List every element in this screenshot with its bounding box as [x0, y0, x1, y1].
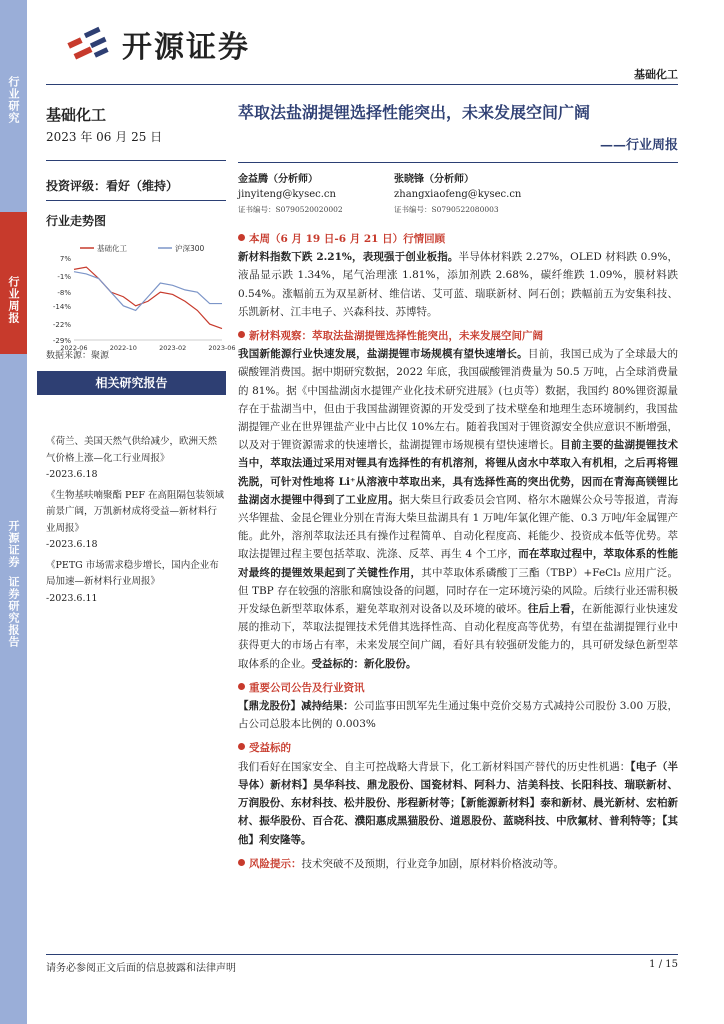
section-heading: 本周（6 月 19 日-6 月 21 日）行情回顾 — [249, 233, 446, 245]
investment-rating: 投资评级：看好（维持） — [46, 179, 179, 193]
title-rule — [238, 162, 678, 163]
section-text: 在新能源行业快速发展的推动下，萃取法提锂技术凭借其选择性高、自动化程度高等优势，有望在盐湖提锂行业中获得更大的市场占有率，未来发展空间广阔，看好具有较强研发能力的，具可研发绿色新型萃取体系的企业。 — [238, 603, 679, 670]
x-tick-label: 2022-10 — [109, 344, 137, 352]
section-heading: 重要公司公告及行业资讯 — [249, 681, 365, 694]
footer-rule — [46, 954, 678, 955]
section-text: 我们看好在国家安全、自主可控战略大背景下，化工新材料国产替代的历史性机遇： — [238, 760, 631, 773]
x-tick-label: 2023-06 — [208, 344, 236, 352]
side-tab-label: 行业周报 — [7, 276, 20, 324]
industry-trend-chart — [46, 240, 236, 352]
bullet-dot-icon — [238, 743, 245, 750]
analyst-cert: 证书编号：S0790520020002 — [238, 205, 343, 214]
section-text: 半导体材料跌 2.27%，OLED 材料跌 0.9%，液晶显示跌 1.34%，尾气治理涨 1.81%，添加剂跌 2.68%，碳纤维跌 1.09%，膜材料跌 0.54%。涨幅前五为双星新材、维信诺、艾可蓝、瑞联新材、阿石创；跌幅前五为安集科技、乐凯新材、江丰电子、兴森科技、苏博特。 — [238, 251, 678, 318]
section-emphasis: 而在萃取过程中，萃取体系的性能对最终的提锂效果起到了关键性作用， — [238, 548, 679, 579]
section-emphasis: 往后上看， — [527, 603, 582, 616]
section-lead: 我国新能源行业快速发展，盐湖提锂市场规模有望快速增长。 — [238, 348, 528, 361]
side-tab-industry-research — [0, 0, 27, 212]
analyst-cert: 证书编号：S0790522080003 — [394, 205, 499, 214]
bullet-dot-icon — [238, 859, 245, 866]
chart-source: 数据来源：聚源 — [46, 351, 110, 361]
related-report-title: 《PETG 市场需求稳步增长，国内企业布局加速—新材料行业周报》 — [46, 559, 219, 587]
section-emphasis: 【电子（半导体）新材料】昊华科技、鼎龙股份、国瓷材料、阿科力、洁美科技、长阳科技、瑞联新材、万润股份、东材科技、松井股份、彤程新材等；【新能源新材料】泰和新材、晨光新材、宏柏新材、振华股份、百合花、濮阳惠成黑猫股份、道恩股份、蓝晓科技、中欣氟材、普利特等；【其他】利安隆等。 — [238, 760, 679, 846]
report-title: 萃取法盐湖提锂选择性能突出，未来发展空间广阔 — [238, 103, 591, 122]
related-report-item[interactable] — [46, 558, 226, 608]
analyst-card — [238, 172, 343, 217]
report-subtitle: ——行业周报 — [599, 138, 678, 153]
section-text: 技术突破不及预期，行业竞争加剧，原材料价格波动等。 — [301, 857, 564, 870]
analyst-name: 张晓锋（分析师） — [394, 174, 474, 185]
series-line — [74, 267, 222, 329]
section-heading: 受益标的 — [249, 742, 291, 755]
section-emphasis: 受益标的：新化股份。 — [311, 657, 417, 670]
section-risk — [238, 855, 678, 873]
sector-name: 基础化工 — [46, 106, 107, 124]
section-lead: 【鼎龙股份】减持结果： — [238, 700, 354, 713]
analyst-name: 金益腾（分析师） — [238, 174, 318, 185]
related-report-title: 《生物基呋喃聚酯 PEF 在高阻隔包装领域前景广阔，万凯新材成将受益—新材料行业周报》 — [46, 489, 224, 534]
section-market-review — [238, 230, 678, 321]
bullet-dot-icon — [238, 234, 245, 241]
section-announcements — [238, 679, 678, 734]
brand-logo-icon — [64, 24, 112, 64]
section-text: 目前，我国已成为了全球最大的碳酸锂消费国。据中期研究数据，2022 年底，我国碳酸锂消费量为 50.5 万吨，占全球消费量的 81%。据《中国盐湖卤水提锂产业化技术研究进展》(乜贞等）数据，我国约 80%锂资源量存在于盐湖当中，但由于我国盐湖锂资源的开发受到了技术壁垒和地理生态环境制约，我国盐湖提锂产业在世界锂盐产业中占比仅 10%左右。随着我国对于锂资源安全供应意识不断增强，以及对于锂资源需求的快速增长，盐湖提锂市场规模有望快速增长。 — [238, 348, 679, 452]
related-report-date: -2023.6.18 — [46, 469, 98, 480]
section-heading: 风险提示： — [249, 857, 302, 870]
brand-name: 开源证券 — [122, 30, 250, 65]
related-report-item[interactable] — [46, 434, 226, 484]
y-tick-label: -29% — [52, 337, 71, 345]
side-tab-label: 证券研究报告 — [7, 576, 20, 648]
analyst-email[interactable]: zhangxiaofeng@kysec.cn — [394, 189, 522, 200]
related-report-date: -2023.6.11 — [46, 592, 98, 604]
y-tick-label: 7% — [59, 255, 71, 263]
trend-title: 行业走势图 — [46, 214, 107, 228]
section-beneficiaries — [238, 739, 678, 848]
bullet-dot-icon — [238, 683, 245, 690]
x-tick-label: 2022-06 — [60, 344, 88, 352]
header-category: 基础化工 — [634, 68, 678, 81]
y-tick-label: -22% — [52, 321, 71, 330]
related-report-item[interactable] — [46, 488, 226, 554]
side-tab-label: 开源证券 — [7, 520, 20, 568]
report-body — [238, 230, 678, 873]
side-tab-broker — [0, 354, 27, 1024]
analyst-email[interactable]: jinyiteng@kysec.cn — [238, 189, 336, 200]
left-rule — [46, 200, 226, 201]
section-text: 据大柴旦行政委员会官网、格尔木融媒公众号等报道，青海兴华锂盐、金昆仑锂业分别在青海大柴旦盐湖具有 1 万吨/年氯化锂产能、0.3 万吨/年金属锂产能。此外，溶剂萃取法还具有操作过程简单、自动化程度高、耗能少、投资成本低等优势。萃取法提锂过程主要包括萃取、洗涤、反萃、再生 4 个工序， — [238, 493, 678, 561]
section-emphasis: 目前主要的盐湖提锂技术当中，萃取法通过采用对锂具有选择性的有机溶剂，将锂从卤水中萃取入有机相，之后再将锂洗脱，可针对性地将 Li⁺从溶液中萃取出来，具有选择性高的突出优势，因而在青海高镁锂比盐湖卤水提锂中得到了工业应用。 — [238, 439, 678, 506]
related-report-title: 《荷兰、美国天然气供给减少，欧洲天然气价格上涨—化工行业周报》 — [46, 436, 218, 464]
y-tick-label: -8% — [57, 289, 71, 298]
page-number: 1 / 15 — [649, 959, 678, 970]
x-tick-label: 2023-02 — [159, 344, 187, 352]
related-report-date: -2023.6.18 — [46, 539, 98, 550]
footer-disclaimer[interactable]: 请务必参阅正文后面的信息披露和法律声明 — [46, 963, 236, 974]
section-text: 公司监事田凯军先生通过集中竞价交易方式减持公司股份 3.00 万股，占公司总股本比例的 0.003% — [238, 700, 678, 731]
left-rule — [46, 160, 226, 161]
report-date: 2023 年 06 月 25 日 — [46, 130, 163, 144]
legend-label: 沪深300 — [175, 244, 205, 253]
section-text: 其中萃取体系磷酸丁三酯（TBP）+FeCl₃ 应用广泛。但 TBP 存在较强的溶胀和腐蚀设备的问题，同时存在一定环境污染的风险。后续行业还需积极开发绿色新型萃取体系，避免萃取剂对设备以及环境的破坏。 — [238, 566, 678, 616]
y-tick-label: -1% — [57, 273, 71, 282]
legend-label: 基础化工 — [97, 244, 127, 253]
section-lead: 新材料指数下跌 2.21%，表现强于创业板指。 — [238, 251, 459, 264]
series-line — [74, 272, 222, 311]
analyst-card — [394, 172, 521, 217]
side-tab-label: 行业研究 — [7, 76, 20, 124]
related-reports-title: 相关研究报告 — [37, 371, 226, 395]
y-tick-label: -14% — [52, 302, 71, 311]
side-tab-industry-weekly — [0, 212, 27, 354]
related-reports-list — [46, 434, 226, 611]
section-heading: 新材料观察：萃取法盐湖提锂选择性能突出，未来发展空间广阔 — [249, 330, 543, 343]
bullet-dot-icon — [238, 331, 245, 338]
header-rule — [46, 84, 678, 85]
section-new-material — [238, 327, 678, 673]
